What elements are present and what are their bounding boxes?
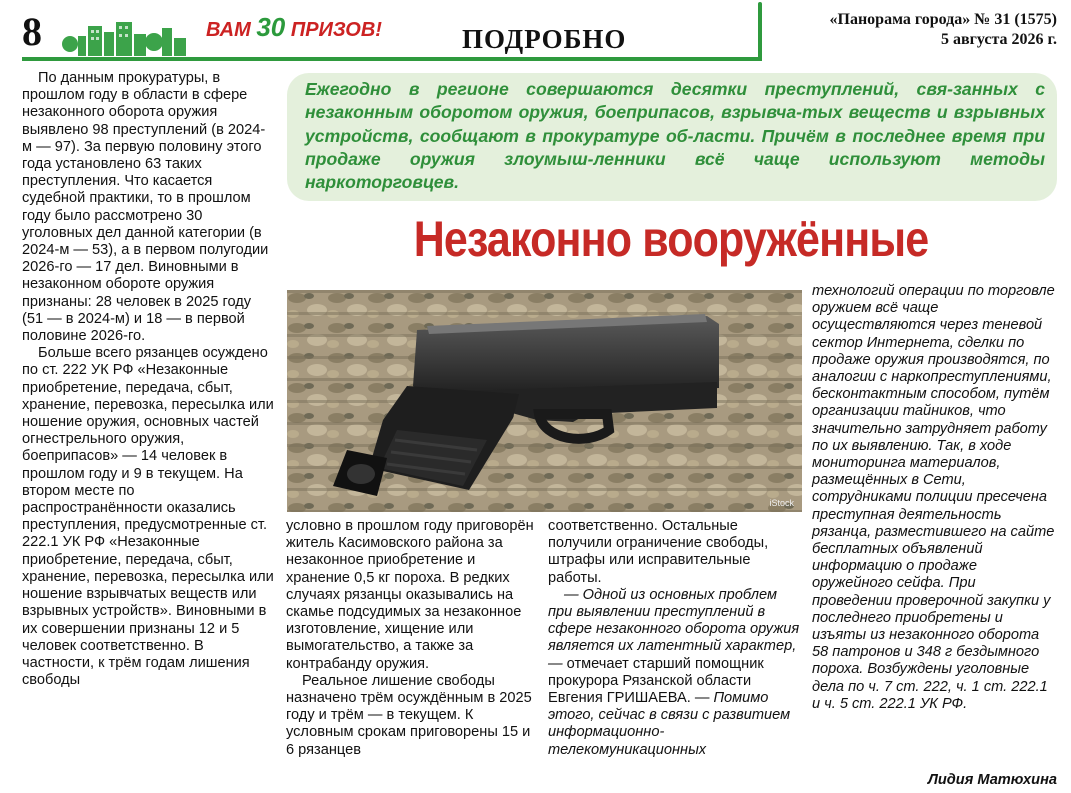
issue-date: 5 августа 2026 г. [940,31,1057,48]
issue-info [830,10,1057,50]
page-header [0,0,1071,64]
article-headline: Незаконно вооружённые [413,211,929,267]
article-column-3 [548,518,800,759]
article-column-2 [286,518,538,759]
pistol-photo [287,290,802,512]
pistol-image [287,290,802,512]
quote-paragraph [548,587,800,759]
paragraph: соответственно. Остальные получили ограничение свободы, штрафы или исправительные работы. [548,518,769,586]
issue-number: «Панорама города» № 31 (1575) [829,11,1057,28]
header-divider [758,2,762,60]
paragraph: условно в прошлом году приговорён житель Касимовского района за незаконное приобретение и хранение 0,5 кг пороха. В редких случаях рязанцы оказывались на скамье подсудимых за незаконное изготовление, хищение или вымогательство, а также за контрабанду оружия. [286,518,534,672]
quote-text: — Одной из основных проблем при выявлении преступлений в сфере незаконного оборота оружия является их латентный характер, — [548,586,800,672]
lead-text: Ежегодно в регионе совершаются десятки преступлений, свя-занных с незаконным оборотом оружия, боеприпасов, взрывча-тых веществ и взрывных устройств, сообщают в прокуратуре об-ласти. Причём в последнее время при продаже оружия злоумыш-ленники всё чаще используют методы наркоторговцев. [305,79,1045,193]
photo-credit: iStock [769,498,794,508]
attribution-text: отмечает старший помощник прокурора Рязанской области Евгения ГРИШАЕВА. — [548,655,764,707]
section-title: ПОДРОБНО [462,24,627,54]
author-byline: Лидия Матюхина [927,772,1057,788]
contest-logo: ВАМ 30 ПРИЗОВ! [206,12,382,42]
article-column-1 [22,70,274,689]
quote-text: Помимо этого, сейчас в связи с развитием информационно-телекомуникационных [548,690,791,758]
paragraph: Больше всего рязанцев осуждено по ст. 222 УК РФ «Незаконные приобретение, передача, сбыт, хранение, перевозка, пересылка или ношение оружия, основных частей огнестрельного оружия, боеприпасов» — 14 человек в прошлом году и 9 в текущем. На втором месте по распространённости оказались преступления, предусмотренные ст. 222.1 УК РФ «Незаконные приобретение, передача, сбыт, хранение, перевозка, пересылка или ношение взрывчатых веществ или взрывных устройств». Виновными в их совершении признаны 12 и 5 человек соответственно. В частности, к трём годам лишения свободы [22,345,274,689]
quote-paragraph: технологий операции по торговле оружием всё чаще осуществляются через теневой сектор Интернета, сделки по продаже оружия производятся, по аналогии с наркопреступлениями, бесконтактным способом, путём организации тайников, что значительно затрудняет работу по их выявлению. Так, в ходе мониторинга материалов, размещённых в Сети, сотрудниками полиции пресечена преступная деятельность рязанца, разместившего на сайте бесплатных объявлений информацию о продаже оружейного сейфа. При проведении проверочной закупки у последнего приобретены и изъяты из незаконного оборота 58 патронов и 348 г бездымного пороха. Возбуждены уголовные дела по ч. 7 ст. 222, ч. 1 ст. 222.1 и ч. 5 ст. 222.1 УК РФ. [812,283,1055,712]
page-number: 8 [22,9,42,54]
paragraph: По данным прокуратуры, в прошлом году в области в сфере незаконного оборота оружия выявлено 98 преступлений (в 2024-м — 97). За первую половину этого года установлено 63 таких преступления. Что касается судебной практики, то в прошлом году было рассмотрено 30 уголовных дел данной категории (в 2024-м — 53), а в первом полугодии 2026-го — 17 дел. Виновными в незаконном обороте оружия признаны: 28 человек в 2025 году (51 — в 2024-м) и 18 — в первой половине 2026-го. [22,70,269,345]
paragraph: Реальное лишение свободы назначено трём осуждённым в 2025 году и трём — в текущем. К условным срокам приговорены 15 и 6 рязанцев [286,672,532,758]
header-rule [22,57,762,61]
article-column-4 [812,283,1058,713]
